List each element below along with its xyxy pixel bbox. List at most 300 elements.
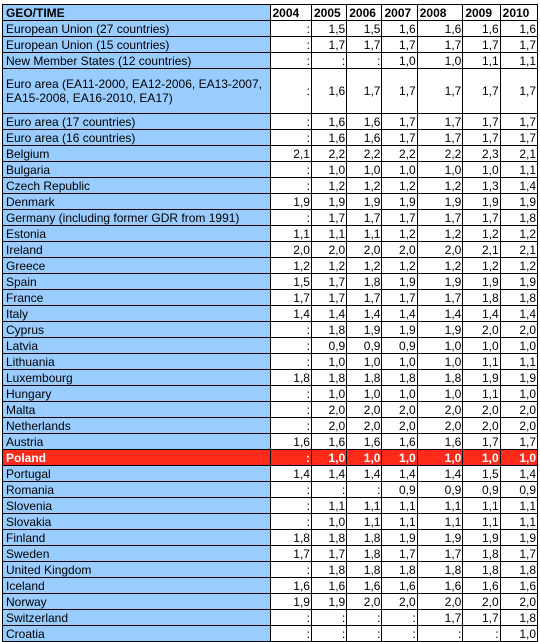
row-label-cell: Lithuania [3, 354, 271, 370]
table-row [3, 306, 538, 322]
value-cell: 2,0 [417, 242, 463, 258]
value-cell: 1,7 [311, 274, 346, 290]
row-label-cell: Switzerland [3, 610, 271, 626]
value-cell: 1,6 [311, 578, 346, 594]
value-cell: 1,9 [270, 194, 311, 210]
table-row [3, 514, 538, 530]
row-label-cell: Romania [3, 482, 271, 498]
table-row [3, 322, 538, 338]
value-cell: 2,1 [500, 146, 537, 162]
value-cell: 1,8 [347, 274, 382, 290]
value-cell: 1,4 [417, 466, 463, 482]
value-cell: 1,9 [270, 594, 311, 610]
row-label-cell: Bulgaria [3, 162, 271, 178]
value-cell: : [270, 386, 311, 402]
value-cell: 2,0 [347, 242, 382, 258]
value-cell: 1,2 [382, 258, 417, 274]
value-cell: 1,7 [382, 37, 417, 53]
value-cell: 1,7 [417, 546, 463, 562]
value-cell: 1,1 [382, 514, 417, 530]
value-cell: 2,0 [463, 418, 500, 434]
value-cell: : [270, 610, 311, 626]
row-label-cell: Hungary [3, 386, 271, 402]
value-cell: 1,0 [417, 53, 463, 69]
table-row [3, 53, 538, 69]
table-row [3, 338, 538, 354]
value-cell: 1,2 [463, 226, 500, 242]
value-cell: 1,6 [500, 578, 537, 594]
value-cell: 2,0 [417, 402, 463, 418]
value-cell: 2,0 [382, 418, 417, 434]
row-label-cell: Greece [3, 258, 271, 274]
value-cell: 1,5 [347, 21, 382, 37]
header-year-2005: 2005 [311, 5, 346, 21]
value-cell: 1,1 [463, 53, 500, 69]
value-cell: 0,9 [417, 482, 463, 498]
value-cell: 0,9 [500, 482, 537, 498]
row-label-cell: Norway [3, 594, 271, 610]
value-cell: 1,7 [417, 130, 463, 146]
row-label-cell: Estonia [3, 226, 271, 242]
table-row [3, 370, 538, 386]
value-cell: : [270, 37, 311, 53]
value-cell: 1,1 [382, 498, 417, 514]
table-row [3, 258, 538, 274]
value-cell: : [270, 562, 311, 578]
row-label-cell: Denmark [3, 194, 271, 210]
value-cell: : [270, 130, 311, 146]
value-cell: : [347, 482, 382, 498]
value-cell: 1,7 [347, 69, 382, 114]
value-cell: 1,1 [500, 498, 537, 514]
value-cell: 1,0 [417, 450, 463, 466]
row-label-cell: Croatia [3, 626, 271, 642]
value-cell: 1,1 [311, 498, 346, 514]
value-cell: 1,5 [311, 21, 346, 37]
value-cell: 1,7 [417, 290, 463, 306]
value-cell: 1,8 [347, 370, 382, 386]
value-cell: 1,8 [463, 546, 500, 562]
value-cell: 1,9 [311, 594, 346, 610]
value-cell: 1,6 [347, 434, 382, 450]
value-cell: : [270, 514, 311, 530]
value-cell: 1,6 [417, 578, 463, 594]
value-cell: : [270, 114, 311, 130]
value-cell: 1,2 [500, 258, 537, 274]
value-cell: 1,7 [347, 37, 382, 53]
value-cell: 1,2 [417, 226, 463, 242]
value-cell: 1,6 [347, 578, 382, 594]
value-cell: 1,8 [500, 562, 537, 578]
value-cell: 1,8 [311, 370, 346, 386]
value-cell: : [270, 21, 311, 37]
value-cell: 1,7 [500, 114, 537, 130]
value-cell: 1,0 [311, 386, 346, 402]
value-cell: 1,1 [347, 226, 382, 242]
value-cell: 1,0 [463, 450, 500, 466]
table-row [3, 114, 538, 130]
value-cell: 1,4 [347, 306, 382, 322]
value-cell: 1,9 [417, 530, 463, 546]
value-cell: 2,0 [311, 242, 346, 258]
header-year-2006: 2006 [347, 5, 382, 21]
value-cell: 1,9 [500, 194, 537, 210]
value-cell: : [270, 450, 311, 466]
value-cell: 1,7 [382, 130, 417, 146]
value-cell: 1,8 [500, 610, 537, 626]
value-cell: 2,0 [500, 594, 537, 610]
value-cell: 1,6 [311, 69, 346, 114]
value-cell: 2,0 [500, 322, 537, 338]
value-cell: 1,4 [500, 306, 537, 322]
table-row [3, 530, 538, 546]
value-cell: 2,0 [463, 594, 500, 610]
value-cell: 1,4 [270, 466, 311, 482]
value-cell: 1,1 [417, 498, 463, 514]
value-cell: : [270, 210, 311, 226]
value-cell: 1,9 [347, 322, 382, 338]
value-cell: 2,2 [311, 146, 346, 162]
value-cell: 1,1 [463, 354, 500, 370]
value-cell: 1,8 [311, 322, 346, 338]
table-header-row [3, 5, 538, 21]
value-cell: 1,1 [500, 354, 537, 370]
value-cell: : [311, 53, 346, 69]
table-body [3, 5, 538, 642]
value-cell: 1,8 [270, 370, 311, 386]
value-cell: 1,2 [463, 258, 500, 274]
value-cell: 0,9 [311, 338, 346, 354]
value-cell: 1,7 [270, 290, 311, 306]
value-cell: : [347, 610, 382, 626]
value-cell: 2,0 [311, 402, 346, 418]
value-cell: 1,6 [417, 434, 463, 450]
row-label-cell: Czech Republic [3, 178, 271, 194]
value-cell: 1,8 [382, 370, 417, 386]
value-cell: 1,0 [500, 626, 537, 642]
row-label-cell: Ireland [3, 242, 271, 258]
value-cell: 1,4 [311, 306, 346, 322]
value-cell: 1,9 [463, 370, 500, 386]
value-cell: : [311, 626, 346, 642]
row-label-cell: Euro area (17 countries) [3, 114, 271, 130]
row-label-cell: European Union (27 countries) [3, 21, 271, 37]
value-cell: 2,0 [417, 594, 463, 610]
value-cell: : [270, 53, 311, 69]
value-cell: 1,8 [417, 562, 463, 578]
header-geo-time: GEO/TIME [3, 5, 271, 21]
table-row [3, 594, 538, 610]
table-row [3, 162, 538, 178]
table-row [3, 178, 538, 194]
value-cell: 1,0 [500, 450, 537, 466]
value-cell: 1,0 [347, 354, 382, 370]
table-row [3, 578, 538, 594]
value-cell: 1,0 [382, 53, 417, 69]
header-year-2007: 2007 [382, 5, 417, 21]
value-cell: 1,7 [417, 69, 463, 114]
value-cell: 1,6 [347, 114, 382, 130]
value-cell: 1,1 [463, 386, 500, 402]
row-label-cell: Italy [3, 306, 271, 322]
value-cell: 2,1 [270, 146, 311, 162]
value-cell: 1,0 [382, 386, 417, 402]
value-cell: 2,0 [311, 418, 346, 434]
value-cell: 1,1 [417, 514, 463, 530]
value-cell: 1,7 [417, 610, 463, 626]
row-label-cell: Euro area (EA11-2000, EA12-2006, EA13-2007, EA15-2008, EA16-2010, EA17) [3, 69, 271, 114]
row-label-cell: Finland [3, 530, 271, 546]
header-year-2010: 2010 [500, 5, 537, 21]
table-row [3, 418, 538, 434]
table-row [3, 434, 538, 450]
value-cell: 1,8 [382, 562, 417, 578]
value-cell: 1,0 [500, 338, 537, 354]
value-cell: 1,7 [311, 290, 346, 306]
value-cell: : [270, 402, 311, 418]
value-cell: 1,2 [382, 178, 417, 194]
value-cell: 1,7 [417, 210, 463, 226]
row-label-cell: Euro area (16 countries) [3, 130, 271, 146]
table-row [3, 498, 538, 514]
table-row [3, 562, 538, 578]
value-cell: 0,9 [347, 338, 382, 354]
value-cell: 1,8 [500, 210, 537, 226]
value-cell: 1,0 [463, 338, 500, 354]
value-cell: 2,0 [463, 402, 500, 418]
value-cell: 1,4 [347, 466, 382, 482]
value-cell: 1,0 [347, 450, 382, 466]
value-cell: 1,1 [500, 53, 537, 69]
value-cell: 2,2 [417, 146, 463, 162]
row-label-cell: Malta [3, 402, 271, 418]
value-cell: 1,2 [270, 258, 311, 274]
value-cell: 1,7 [463, 114, 500, 130]
value-cell: 2,0 [463, 322, 500, 338]
value-cell: 1,9 [382, 274, 417, 290]
value-cell: 2,3 [463, 146, 500, 162]
value-cell: 1,9 [417, 274, 463, 290]
value-cell: 1,7 [382, 114, 417, 130]
value-cell: 1,6 [382, 21, 417, 37]
value-cell: 2,2 [347, 146, 382, 162]
value-cell: 1,9 [417, 194, 463, 210]
data-table-container [2, 4, 538, 642]
value-cell: 1,2 [382, 226, 417, 242]
value-cell: 1,0 [382, 450, 417, 466]
value-cell: 1,7 [382, 210, 417, 226]
row-label-cell: Belgium [3, 146, 271, 162]
value-cell: 1,4 [417, 306, 463, 322]
value-cell: 1,7 [500, 434, 537, 450]
row-label-cell: United Kingdom [3, 562, 271, 578]
table-row [3, 386, 538, 402]
value-cell: 1,7 [500, 69, 537, 114]
value-cell: 1,9 [463, 194, 500, 210]
table-row [3, 37, 538, 53]
value-cell: 1,0 [311, 354, 346, 370]
row-label-cell: European Union (15 countries) [3, 37, 271, 53]
value-cell: 1,6 [311, 434, 346, 450]
value-cell: 1,7 [347, 290, 382, 306]
table-row [3, 130, 538, 146]
value-cell: 1,7 [463, 434, 500, 450]
value-cell: 2,0 [270, 242, 311, 258]
value-cell: 1,1 [347, 514, 382, 530]
value-cell: 2,1 [500, 242, 537, 258]
value-cell: 1,7 [382, 69, 417, 114]
value-cell: 1,8 [311, 562, 346, 578]
value-cell: 1,0 [417, 386, 463, 402]
row-label-cell: Sweden [3, 546, 271, 562]
table-row [3, 146, 538, 162]
value-cell: 1,7 [463, 37, 500, 53]
value-cell: 1,1 [347, 498, 382, 514]
value-cell: 1,7 [463, 610, 500, 626]
row-label-cell: Poland [3, 450, 271, 466]
value-cell: : [347, 626, 382, 642]
value-cell: : [382, 610, 417, 626]
value-cell: 1,7 [311, 210, 346, 226]
value-cell: 1,5 [270, 274, 311, 290]
value-cell: 2,2 [382, 146, 417, 162]
value-cell: 1,7 [463, 210, 500, 226]
value-cell: 1,7 [417, 114, 463, 130]
value-cell: 1,8 [347, 546, 382, 562]
value-cell: 2,0 [347, 594, 382, 610]
value-cell: 0,9 [382, 338, 417, 354]
row-label-cell: Latvia [3, 338, 271, 354]
value-cell: 1,5 [463, 466, 500, 482]
value-cell: 1,8 [463, 562, 500, 578]
value-cell: 1,0 [311, 162, 346, 178]
value-cell: : [270, 178, 311, 194]
value-cell: 1,0 [382, 162, 417, 178]
value-cell: 2,0 [382, 402, 417, 418]
value-cell: 1,0 [463, 162, 500, 178]
table-row [3, 274, 538, 290]
row-label-cell: Slovakia [3, 514, 271, 530]
value-cell: 1,1 [463, 498, 500, 514]
value-cell: 0,9 [463, 482, 500, 498]
value-cell: 1,4 [382, 466, 417, 482]
value-cell: 1,8 [311, 530, 346, 546]
value-cell: 1,6 [500, 21, 537, 37]
value-cell: 1,6 [270, 578, 311, 594]
value-cell: 1,7 [382, 546, 417, 562]
value-cell: 2,0 [347, 402, 382, 418]
value-cell: 1,8 [270, 530, 311, 546]
value-cell: 1,2 [347, 178, 382, 194]
data-table [2, 4, 538, 642]
value-cell: : [311, 610, 346, 626]
value-cell: 1,9 [417, 322, 463, 338]
table-row [3, 450, 538, 466]
value-cell: 1,8 [347, 562, 382, 578]
table-row [3, 482, 538, 498]
value-cell: : [270, 162, 311, 178]
table-row [3, 402, 538, 418]
value-cell: 1,0 [311, 514, 346, 530]
value-cell: : [270, 482, 311, 498]
table-row [3, 242, 538, 258]
value-cell: 1,9 [347, 194, 382, 210]
value-cell: 2,0 [382, 594, 417, 610]
row-label-cell: Spain [3, 274, 271, 290]
value-cell: : [463, 626, 500, 642]
table-row [3, 546, 538, 562]
value-cell: : [270, 322, 311, 338]
value-cell: 1,1 [270, 226, 311, 242]
value-cell: 2,0 [500, 418, 537, 434]
row-label-cell: Luxembourg [3, 370, 271, 386]
value-cell: 1,0 [382, 354, 417, 370]
table-row [3, 194, 538, 210]
value-cell: 1,7 [417, 37, 463, 53]
value-cell: 1,2 [311, 178, 346, 194]
row-label-cell: Portugal [3, 466, 271, 482]
table-row [3, 354, 538, 370]
value-cell: 1,1 [463, 514, 500, 530]
value-cell: 1,6 [311, 114, 346, 130]
value-cell: 1,7 [500, 37, 537, 53]
row-label-cell: Slovenia [3, 498, 271, 514]
value-cell: 1,0 [311, 450, 346, 466]
value-cell: 1,9 [382, 194, 417, 210]
value-cell: 2,0 [382, 242, 417, 258]
value-cell: 1,7 [500, 130, 537, 146]
table-row [3, 626, 538, 642]
value-cell: 1,4 [500, 178, 537, 194]
value-cell: 1,3 [463, 178, 500, 194]
value-cell: 1,4 [382, 306, 417, 322]
value-cell: 1,2 [417, 258, 463, 274]
value-cell: : [311, 482, 346, 498]
value-cell: 1,9 [500, 530, 537, 546]
value-cell: 1,0 [347, 386, 382, 402]
value-cell: 1,9 [382, 530, 417, 546]
value-cell: 1,6 [382, 578, 417, 594]
row-label-cell: New Member States (12 countries) [3, 53, 271, 69]
value-cell: : [270, 418, 311, 434]
value-cell: 1,7 [311, 546, 346, 562]
value-cell: 1,2 [311, 258, 346, 274]
value-cell: 1,7 [500, 546, 537, 562]
value-cell: 1,7 [311, 37, 346, 53]
value-cell: 2,0 [500, 402, 537, 418]
value-cell: 2,0 [347, 418, 382, 434]
row-label-cell: Iceland [3, 578, 271, 594]
value-cell: 1,0 [417, 354, 463, 370]
row-label-cell: Cyprus [3, 322, 271, 338]
value-cell: 1,2 [500, 226, 537, 242]
value-cell: 1,0 [347, 162, 382, 178]
row-label-cell: Austria [3, 434, 271, 450]
value-cell: 1,9 [463, 530, 500, 546]
value-cell: 1,6 [311, 130, 346, 146]
value-cell: : [347, 53, 382, 69]
value-cell: 1,6 [463, 578, 500, 594]
value-cell: 1,6 [417, 21, 463, 37]
table-row [3, 21, 538, 37]
table-row [3, 210, 538, 226]
value-cell: 1,6 [463, 21, 500, 37]
value-cell: 1,2 [417, 178, 463, 194]
table-row [3, 290, 538, 306]
value-cell: 1,7 [270, 546, 311, 562]
header-year-2004: 2004 [270, 5, 311, 21]
value-cell: 1,1 [500, 514, 537, 530]
